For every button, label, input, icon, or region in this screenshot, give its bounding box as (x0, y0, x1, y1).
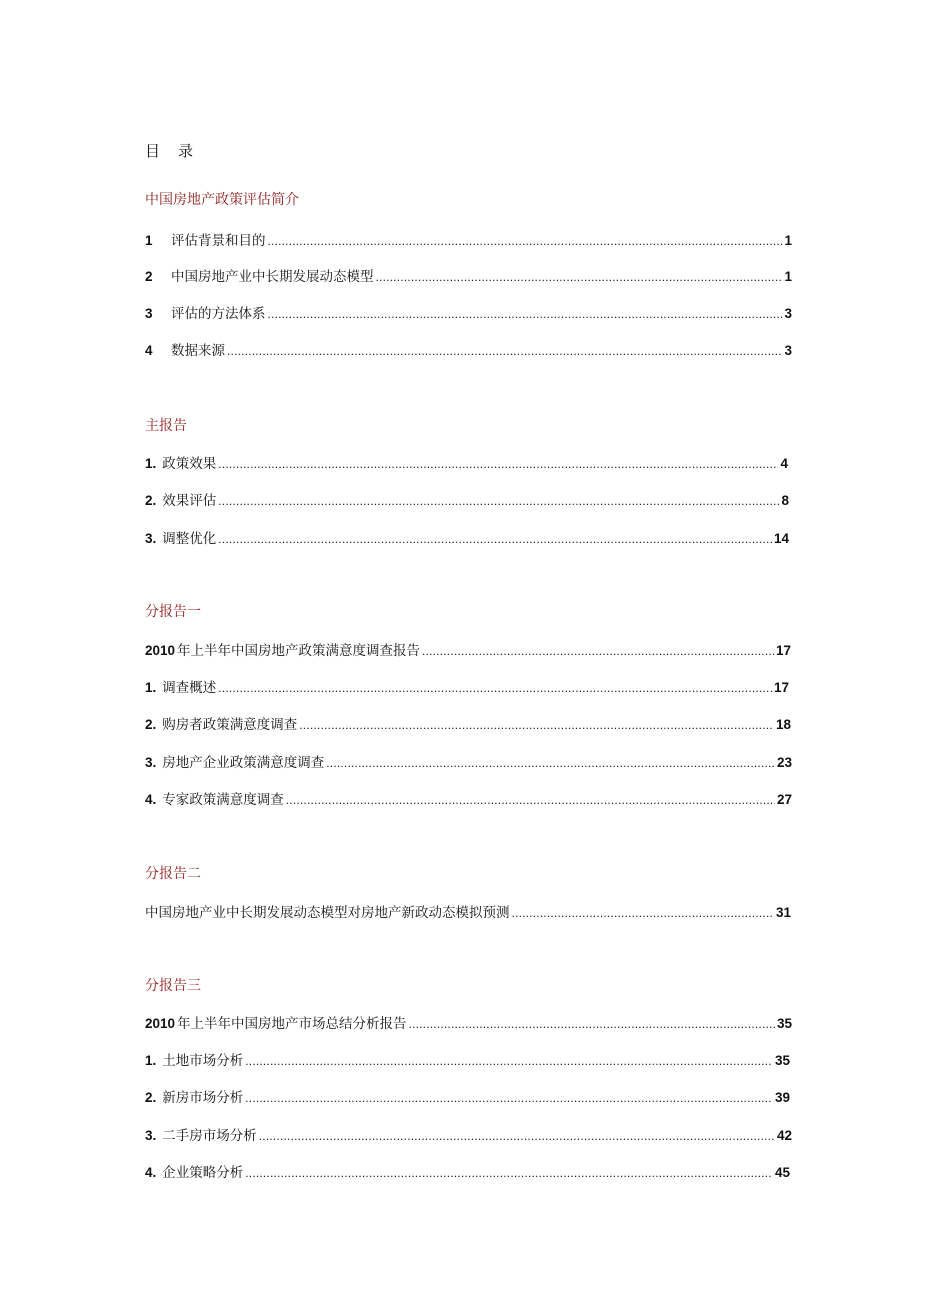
toc-entry[interactable] (145, 265, 792, 285)
toc-entry[interactable] (145, 1161, 790, 1181)
entry-number: 1. (145, 456, 157, 471)
entry-page-number: 35 (774, 1053, 790, 1068)
entry-page-number: 4 (780, 456, 788, 471)
entry-label: 新房市场分析 (162, 1090, 244, 1106)
entry-number: 4. (145, 792, 157, 807)
dot-leader (326, 755, 775, 771)
entry-number: 2. (145, 493, 157, 508)
entry-number: 2. (145, 1090, 157, 1105)
section-heading-sub-report-3: 分报告三 (145, 978, 201, 994)
entry-number: 3. (145, 531, 157, 546)
entry-label: 年上半年中国房地产政策满意度调查报告 (177, 643, 421, 659)
entry-number: 3. (145, 755, 157, 770)
entry-label: 年上半年中国房地产市场总结分析报告 (177, 1016, 407, 1032)
entry-page-number: 27 (776, 792, 792, 807)
section-heading-sub-report-1: 分报告一 (145, 604, 201, 620)
entry-page-number: 35 (776, 1016, 792, 1031)
toc-entry[interactable] (145, 676, 789, 696)
entry-label: 政策效果 (162, 456, 217, 472)
entry-label: 购房者政策满意度调查 (162, 717, 298, 733)
entry-label: 中国房地产业中长期发展动态模型对房地产新政动态模拟预测 (145, 905, 510, 921)
dot-leader (376, 269, 783, 285)
toc-entry[interactable] (145, 452, 788, 472)
entry-number: 2. (145, 717, 157, 732)
section-heading-main-report: 主报告 (145, 418, 187, 434)
toc-entry[interactable] (145, 751, 792, 771)
dot-leader (227, 343, 782, 359)
entry-page-number: 17 (773, 680, 789, 695)
entry-label: 数据来源 (171, 343, 225, 359)
dot-leader (218, 493, 779, 509)
section-heading-intro: 中国房地产政策评估简介 (145, 192, 299, 208)
dot-leader (409, 1016, 775, 1032)
entry-number: 1. (145, 680, 157, 695)
entry-number: 2 (145, 269, 153, 284)
dot-leader (218, 456, 778, 472)
toc-entry[interactable] (145, 1124, 792, 1144)
dot-leader (245, 1090, 773, 1106)
entry-page-number: 17 (775, 643, 791, 658)
toc-entry[interactable] (145, 1086, 790, 1106)
entry-page-number: 23 (776, 755, 792, 770)
section-heading-sub-report-2: 分报告二 (145, 866, 201, 882)
toc-entry[interactable] (145, 527, 789, 547)
entry-label: 企业策略分析 (162, 1165, 244, 1181)
toc-entry[interactable] (145, 1012, 792, 1032)
toc-entry[interactable] (145, 339, 792, 359)
entry-label: 效果评估 (162, 493, 217, 509)
entry-page-number: 8 (781, 493, 789, 508)
entry-number: 1. (145, 1053, 157, 1068)
toc-entry[interactable] (145, 302, 792, 322)
toc-entry[interactable] (145, 1049, 790, 1069)
entry-year: 2010 (145, 1016, 176, 1031)
toc-entry[interactable] (145, 229, 792, 249)
entry-page-number: 42 (776, 1128, 792, 1143)
entry-page-number: 18 (775, 717, 791, 732)
toc-entry[interactable] (145, 713, 791, 733)
dot-leader (422, 643, 774, 659)
entry-label: 土地市场分析 (162, 1053, 244, 1069)
dot-leader (286, 792, 775, 808)
dot-leader (245, 1165, 773, 1181)
entry-number: 3 (145, 306, 153, 321)
entry-number: 4 (145, 343, 153, 358)
entry-page-number: 3 (784, 306, 792, 321)
entry-label: 调查概述 (162, 680, 217, 696)
entry-number: 4. (145, 1165, 157, 1180)
entry-page-number: 14 (773, 531, 789, 546)
dot-leader (268, 233, 783, 249)
toc-entry[interactable] (145, 489, 789, 509)
entry-page-number: 31 (775, 905, 791, 920)
dot-leader (299, 717, 774, 733)
dot-leader (218, 680, 772, 696)
entry-label: 评估的方法体系 (171, 306, 266, 322)
entry-number: 3. (145, 1128, 157, 1143)
entry-number: 1 (145, 233, 153, 248)
entry-label: 评估背景和目的 (171, 233, 266, 249)
toc-title (145, 140, 193, 161)
toc-title-char-1: 目 (145, 142, 161, 160)
entry-label: 调整优化 (162, 531, 217, 547)
toc-title-char-2: 录 (178, 142, 194, 160)
dot-leader (245, 1053, 773, 1069)
entry-label: 专家政策满意度调查 (162, 792, 284, 808)
entry-page-number: 3 (784, 343, 792, 358)
dot-leader (268, 306, 783, 322)
dot-leader (512, 905, 774, 921)
entry-label: 二手房市场分析 (162, 1128, 257, 1144)
entry-page-number: 39 (774, 1090, 790, 1105)
entry-label: 房地产企业政策满意度调查 (162, 755, 325, 771)
toc-entry[interactable] (145, 901, 791, 921)
dot-leader (218, 531, 772, 547)
entry-page-number: 1 (784, 233, 792, 248)
toc-entry[interactable] (145, 788, 792, 808)
entry-year: 2010 (145, 643, 176, 658)
entry-page-number: 45 (774, 1165, 790, 1180)
entry-label: 中国房地产业中长期发展动态模型 (171, 269, 374, 285)
toc-entry[interactable] (145, 639, 791, 659)
entry-page-number: 1 (784, 269, 792, 284)
dot-leader (259, 1128, 775, 1144)
